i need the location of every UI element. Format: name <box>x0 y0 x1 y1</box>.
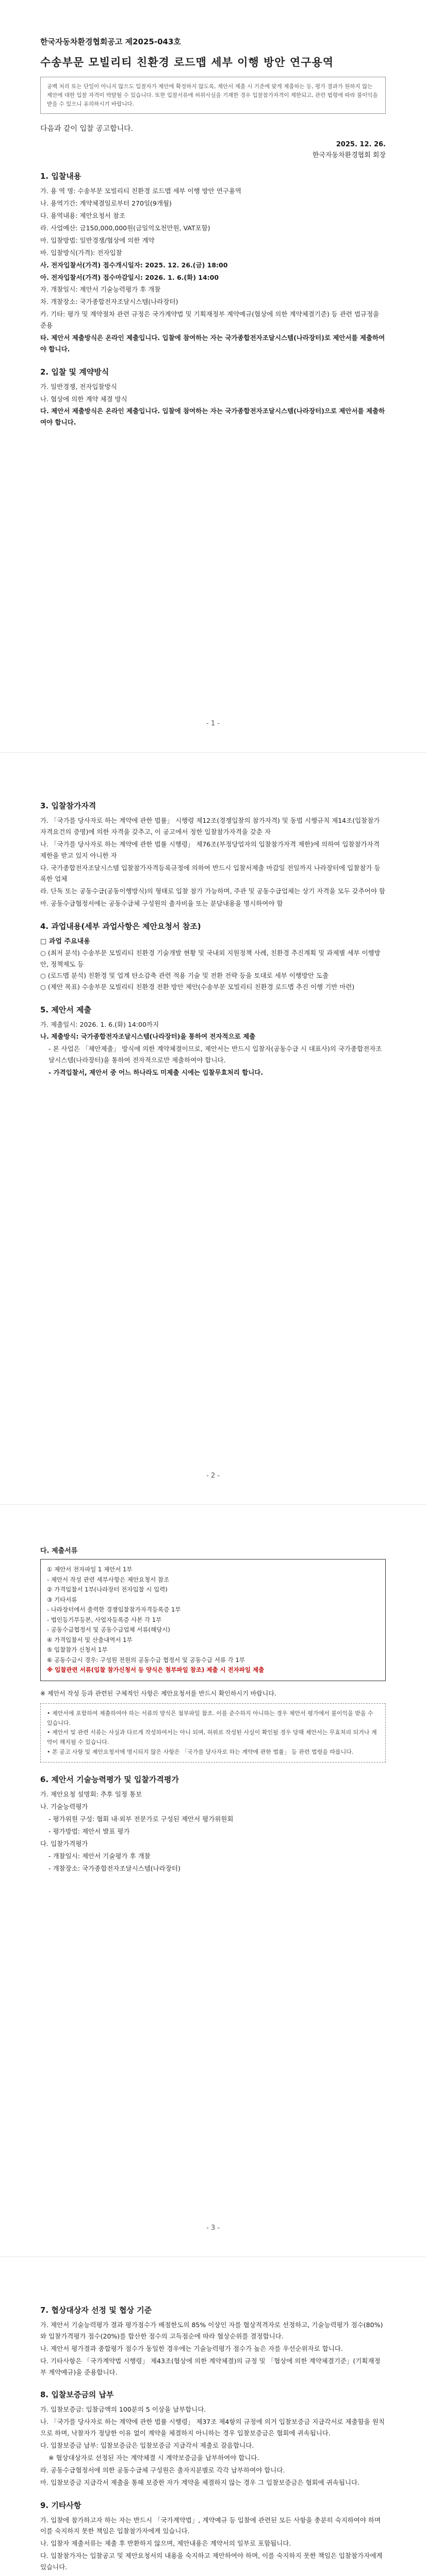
list-item: 사. 전자입찰서(가격) 접수개시일자: 2025. 12. 26.(금) 18:00 <box>40 261 228 269</box>
section-title: 8. 입찰보증금의 납부 <box>40 2390 114 2400</box>
list-item: 카. 기타: 평가 및 계약절차 관련 규정은 국가계약법 및 기획재정부 계약예규(협상에 의한 계약체결기준) 등 관련 법규정을 준용 <box>40 310 380 330</box>
list-item: 차. 개찰장소: 국가종합전자조달시스템(나라장터) <box>40 298 178 306</box>
list-item: - 개찰장소: 국가종합전자조달시스템(나라장터) <box>48 1864 181 1872</box>
list-item: 다. 기타사항은 「국가계약법 시행령」 제43조(협상에 의한 계약체결)의 규정 및 「협상에 의한 계약체결기준」(기획재정부 계약예규)을 준용합니다. <box>40 2357 381 2376</box>
list-item: 가. 입찰보증금: 입찰금액의 100분의 5 이상을 납부합니다. <box>40 2405 206 2414</box>
box-line: ③ 기타서류 <box>47 1596 77 1603</box>
list-item: 나. 입찰자 제출서류는 제출 후 반환하지 않으며, 제안내용은 계약서의 일부로 포함됩니다. <box>40 2539 291 2548</box>
list-item: - 본 사업은 「제안제출」 방식에 의한 계약체결이므로, 제안서는 반드시 입찰자(공동수급 시 대표사)의 국가종합전자조달시스템(나라장터)을 통하여 전자적으로만 제출하여야 합니다. <box>48 1045 382 1064</box>
box-line: ① 제안서 전자파일 1 제안서 1부 <box>47 1566 133 1573</box>
list-item: 나. 제안서 평가결과 종합평가 점수가 동일한 경우에는 기술능력평가 점수가 높은 자를 우선순위자로 합니다. <box>40 2344 343 2352</box>
section-title: 4. 과업내용(세부 과업사항은 제안요청서 참조) <box>40 922 201 931</box>
caution-box: • 제안서에 포함하여 제출하여야 하는 서류의 양식은 첨부파일 참조. 이를 준수하지 아니하는 경우 제안서 평가에서 불이익을 받을 수 있습니다. • 제안서 및 관련 서류는 사실과 다르게 작성하여서는 아니 되며, 허위로 작성된 사실이 확인될 경우 당해 제안서는 무효처리 되거나 계약이 해지될 수 있습니다. • 본 공고 사항 및 제안요청서에 명시되지 않은 사항은 「국가를 당사자로 하는 계약에 관한 법률」 등 관련 법령을 따릅니다. <box>40 1703 386 1762</box>
page-4 <box>0 2257 426 2576</box>
list-item: 다. 국가종합전자조달시스템 입찰참가자격등록규정에 의하여 반드시 입찰서제출 마감일 전일까지 나라장터에 입찰참가 등록한 업체 <box>40 863 381 883</box>
list-item: 라. 공동수급협정서에 의한 공동수급체 구성원은 출자지분별로 각각 납부하여야 합니다. <box>40 2466 285 2474</box>
list-item: 나. 협상에 의한 계약 체결 방식 <box>40 395 127 403</box>
list-item: 다. 입찰참가자는 입찰공고 및 제안요청서의 내용을 숙지하고 제안하여야 하며, 이를 숙지하지 못한 책임은 입찰참가자에게 있습니다. <box>40 2552 383 2571</box>
list-item: 나. 「국가를 당사자로 하는 계약에 관한 법률 시행령」 제37조 제4항의 규정에 의거 입찰보증금 지급각서로 제출함을 원칙으로 하며, 낙찰자가 정당한 이유 없이 계약을 체결하지 아니하는 경우 입찰보증금은 협회에 귀속됩니다. <box>40 2418 385 2437</box>
section-title: 1. 입찰내용 <box>40 172 81 181</box>
section-2-list <box>40 381 386 429</box>
list-item: 다. 용역내용: 제안요청서 참조 <box>40 212 126 220</box>
intro-notice-box: 공백 처리 또는 단일이 아니지 않으도 입찰자가 제안에 확정하지 않도록, 제안서 제출 시 기준에 맞게 제출하는 등, 평가 결과가 원하지 않는 제안에 대한 입찰 자격이 박탈될 수 있습니다. 또한 입찰서류에 허위사실을 기재한 경우 입찰참가자격이 제한되고, 관련 법령에 따라 불이익을 받을 수 있으니 유의하시기 바랍니다. <box>40 77 386 114</box>
list-item: 나. 기술능력평가 <box>40 1803 88 1811</box>
box-line: ⑤ 입찰참가 신청서 1부 <box>47 1646 108 1654</box>
section-1-list <box>40 185 386 354</box>
page-number: - 3 - <box>206 2224 220 2232</box>
submission-docs-box <box>40 1559 386 1681</box>
section-4-item: ○ (최저 분석) 수송부문 모빌리티 친환경 기술개발 현황 및 국내외 지원정책 사례, 친환경 추진계획 및 과제별 세부 이행방안, 정책제도 등 <box>40 949 381 968</box>
box-line: ⑥ 공동수급시 경우: 구성원 전원의 공동수급 협정서 및 공동수급 서류 각 1부 <box>47 1656 245 1664</box>
section-title: 2. 입찰 및 계약방식 <box>40 367 109 377</box>
section-3-list <box>40 815 386 909</box>
section-title: 5. 제안서 제출 <box>40 1005 92 1014</box>
list-item: - 평가방법: 제안서 발표 평가 <box>48 1827 130 1836</box>
page-3 <box>0 1504 426 2257</box>
page-2 <box>0 752 426 1504</box>
list-item: 바. 입찰방식(가격): 전자입찰 <box>40 248 122 257</box>
section-subtitle: □ 과업 주요내용 <box>40 938 90 945</box>
notice-number: 한국자동차환경협회공고 제2025-043호 <box>40 37 181 46</box>
list-item: 마. 입찰방법: 일반경쟁/협상에 의한 계약 <box>40 236 155 244</box>
document-title: 수송부문 모빌리티 친환경 로드맵 세부 이행 방안 연구용역 <box>40 56 334 69</box>
notice-date: 2025. 12. 26. <box>336 141 386 149</box>
notice-org: 한국자동차환경협회 회장 <box>312 151 386 160</box>
list-item: 자. 개찰일시: 제안서 기술능력평가 후 개찰 <box>40 285 161 294</box>
section-5-tail: ※ 제안서 작성 등과 관련된 구체적인 사항은 제안요청서를 반드시 확인하시기 바랍니다. <box>40 1690 276 1698</box>
submission-docs-label: 다. 제출서류 <box>40 1547 78 1555</box>
list-item: - 가격입찰서, 제안서 중 어느 하나라도 미제출 시에는 입찰무효처리 합니다. <box>48 1069 264 1076</box>
box-line: ② 가격입찰서 1부(나라장터 전자입찰 시 입력) <box>47 1586 168 1594</box>
list-item <box>40 2574 386 2576</box>
section-4-item: ○ (로드맵 분석) 친환경 및 업계 탄소감축 관련 적용 기술 및 전환 전략 등을 토대로 세부 이행방안 도출 <box>40 971 329 979</box>
list-item: 가. 일반경쟁, 전자입찰방식 <box>40 382 117 391</box>
lead-text: 다음과 같이 입찰 공고합니다. <box>40 125 134 133</box>
page-number: - 2 - <box>206 1472 220 1480</box>
list-item: 마. 입찰보증금 지급각서 제출을 통해 보증한 자가 계약을 체결하지 않는 경우 그 입찰보증금은 협회에 귀속됩니다. <box>40 2478 360 2486</box>
list-item: 타. 제안서 제출방식은 온라인 제출입니다. 입찰에 참여하는 자는 국가종합전자조달시스템(나라장터)로 제안서를 제출하여야 합니다. <box>40 333 385 353</box>
section-6-list <box>40 1789 386 1874</box>
list-item: 라. 사업예산: 금150,000,000원(금일억오천만원, VAT포함) <box>40 224 210 232</box>
list-item: 가. 제안서 기술능력평가 결과 평가점수가 배점한도의 85% 이상인 자를 협상적격자로 선정하고, 기술능력평가 점수(80%)와 입찰가격평가 점수(20%)를 합산한 점수의 고득점순에 따라 협상순위를 결정합니다. <box>40 2321 383 2340</box>
section-title: 9. 기타사항 <box>40 2500 81 2510</box>
list-item: 가. 용 역 명: 수송부문 모빌리티 친환경 로드맵 세부 이행 방안 연구용역 <box>40 187 241 195</box>
section-title: 6. 제안서 기술능력평가 및 입찰가격평가 <box>40 1775 179 1785</box>
list-item: 라. 단독 또는 공동수급(공동이행방식)의 형태로 입찰 참가 가능하며, 주관 및 공동수급업체는 상기 자격을 모두 갖추어야 함 <box>40 887 385 895</box>
list-item: 가. 제출일시: 2026. 1. 6.(화) 14:00까지 <box>40 1020 159 1028</box>
box-line: - 나라장터에서 출력한 경쟁입찰참가자격등록증 1부 <box>47 1606 181 1614</box>
list-item: 다. 입찰보증금 납부: 입찰보증금은 입찰보증금 지급각서 제출로 갈음합니다. <box>40 2442 254 2449</box>
list-item: - 평가위원 구성: 협회 내·외부 전문가로 구성된 제안서 평가위원회 <box>48 1815 234 1823</box>
list-item: 아. 전자입찰서(가격) 접수마감일시: 2026. 1. 6.(화) 14:00 <box>40 273 219 281</box>
page-number: - 1 - <box>206 720 220 727</box>
list-item: 나. 제출방식: 국가종합전자조달시스템(나라장터)을 통하여 전자적으로 제출 <box>40 1032 256 1041</box>
list-item: 가. 「국가를 당사자로 하는 계약에 관한 법률」 시행령 제12조(경쟁입찰의 참가자격) 및 동법 시행규칙 제14조(입찰참가자격요건의 증명)에 의한 자격을 갖추고, 이 공고에서 정한 입찰참가자격을 갖춘 자 <box>40 817 380 836</box>
list-item: 나. 용역기간: 계약체결일로부터 270일(9개월) <box>40 199 172 208</box>
list-item: 가. 제안요청 설명회: 추후 일정 통보 <box>40 1790 142 1799</box>
section-title: 3. 입찰참가자격 <box>40 801 96 810</box>
box-line: - 제안서 작성 관련 세부사항은 제안요청서 참조 <box>47 1575 170 1583</box>
box-line: ④ 가격입찰서 및 산출내역서 1부 <box>47 1636 133 1643</box>
section-4-item: ○ (제안 목표) 수송부문 모빌리티 친환경 전환 방안 제안(수송부문 모빌리티 친환경 로드맵 추진 이행 기반 마련) <box>40 982 355 991</box>
list-item: 나. 「국가를 당사자로 하는 계약에 관한 법률 시행령」 제76조(부정당업자의 입찰참가자격 제한)에 의하여 입찰참가자격 제한을 받고 있지 아니한 자 <box>40 840 380 859</box>
box-line: - 법인등기부등본, 사업자등록증 사본 각 1부 <box>47 1616 162 1623</box>
section-8-list <box>40 2404 386 2488</box>
section-9-list <box>40 2515 386 2576</box>
section-title: 7. 협상대상자 선정 및 협상 기준 <box>40 2306 152 2315</box>
section-7-list <box>40 2319 386 2378</box>
list-item: 가. 입찰에 참가하고자 하는 자는 반드시 「국가계약법」, 계약예규 등 입찰에 관련된 모든 사항을 충분히 숙지하여야 하며 이를 숙지하지 못한 책임은 입찰참가자에게 있습니다. <box>40 2516 381 2535</box>
box-line: - 공동수급협정서 및 공동수급업체 서류(해당시) <box>47 1626 170 1634</box>
list-item: - 개찰일시: 제안서 기술평가 후 개찰 <box>48 1852 151 1860</box>
list-item: 다. 제안서 제출방식은 온라인 제출입니다. 입찰에 참여하는 자는 국가종합전자조달시스템(나라장터)으로 제안서를 제출하여야 합니다. <box>40 407 385 427</box>
list-item: 마. 공동수급협정서에는 공동수급체 구성원의 출자비율 또는 분담내용을 명시하여야 함 <box>40 900 283 908</box>
page-1 <box>0 0 426 752</box>
section-5-list <box>40 1019 386 1078</box>
list-item: 다. 입찰가격평가 <box>40 1839 88 1848</box>
list-item: ※ 협상대상자로 선정된 자는 계약체결 시 계약보증금을 납부하여야 합니다. <box>48 2453 259 2462</box>
box-line-highlight: ※ 입찰관련 서류(입찰 참가신청서 등 양식은 첨부파일 참조) 제출 시 전자파일 제출 <box>47 1666 265 1674</box>
